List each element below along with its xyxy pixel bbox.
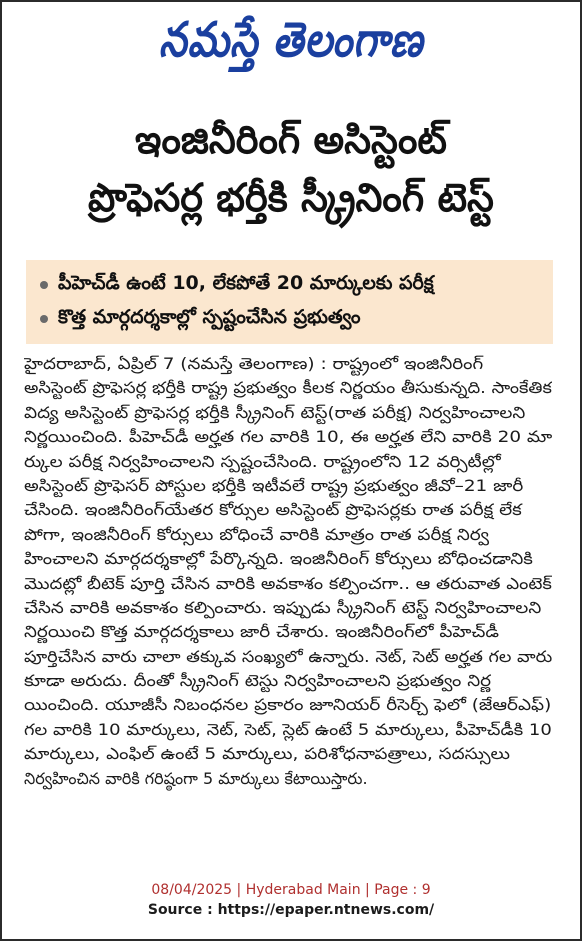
bullet-icon <box>40 281 48 289</box>
article-line <box>24 401 552 425</box>
article-line-text: యించింది. యూజీసీ నిబంధనల ప్రకారం జూనియర్ రీసెర్చ్ ఫెలో (జేఆర్‌ఎఫ్) <box>24 695 552 715</box>
article-body <box>24 352 552 791</box>
article-line <box>24 376 552 400</box>
article-line-text: చేసింది. ఇంజినీరింగ్‌యేతర కోర్సుల అసిస్టెంట్ ప్రొఫెసర్లకు రాత పరీక్ష లేక <box>24 500 522 520</box>
masthead <box>2 12 580 74</box>
article-line <box>24 596 552 620</box>
article-line-text: అసిస్టెంట్ ప్రొఫెసర్ పోస్టుల భర్తీకి ఇటీవలే రాష్ట్ర ప్రభుత్వం జీవో–21 జారీ <box>24 475 524 495</box>
article-line <box>24 450 552 474</box>
bullet-icon <box>40 315 48 323</box>
article-line-text: హైదరాబాద్, ఏప్రిల్ 7 (నమస్తే తెలంగాణ) : రాష్ట్రంలో ఇంజినీరింగ్ <box>24 354 484 373</box>
article-line <box>24 693 552 717</box>
article-line-text: కూడా అరుదు. దీంతో స్క్రీనింగ్ టెస్టు నిర్వహించాలని ప్రభుత్వం నిర్ణ <box>24 671 492 691</box>
source-label: Source : <box>147 902 218 918</box>
headline <box>16 112 566 228</box>
source-link[interactable]: https://epaper.ntnews.com/ <box>217 902 435 918</box>
article-line <box>24 572 552 596</box>
article-line-text: నిర్ణయించింది. పీహెచ్‌డీ అర్హత గల వారికి 10, ఈ అర్హత లేని వారికి 20 మా <box>24 427 552 447</box>
article-line-text: పూర్తిచేసిన వారు చాలా తక్కువ సంఖ్యలో ఉన్నారు. నెట్, సెట్ అర్హత గల వారు <box>24 646 552 666</box>
newspaper-logo: నమస్తే తెలంగాణ <box>158 12 424 68</box>
article-line <box>24 474 552 498</box>
article-line-text: గల వారికి 10 మార్కులు, నెట్, సెట్, స్లెట్ ఉంటే 5 మార్కులు, పీహెచ్‌డీకి 10 <box>24 719 552 739</box>
highlight-item <box>40 302 553 336</box>
article-line-text: చేసిన వారికి అవకాశం కల్పించారు. ఇప్పుడు స్క్రీనింగ్ టెస్ట్ నిర్వహించాలని <box>24 597 542 617</box>
article-line-text: విద్య అసిస్టెంట్ ప్రొఫెసర్ల భర్తీకి స్క్రీనింగ్ టెస్ట్(రాత పరీక్ష) నిర్వహించాలని <box>24 402 526 422</box>
article-line <box>24 669 552 693</box>
article-line <box>24 425 552 449</box>
article-line <box>24 352 552 376</box>
headline-line-2: ప్రొఫెసర్ల భర్తీకి స్క్రీనింగ్ టెస్ట్ <box>88 176 494 221</box>
article-line-text: ర్కుల పరీక్ష నిర్వహించాలని స్పష్టంచేసింది. రాష్ట్రంలోని 12 వర్సిటీల్లో <box>24 451 501 471</box>
headline-line-1: ఇంజినీరింగ్ అసిస్టెంట్ <box>135 118 447 163</box>
footer-dateline: 08/04/2025 | Hyderabad Main | Page : 9 <box>151 882 431 898</box>
footer-source <box>2 900 580 920</box>
article-line-text: మార్కులు, ఎంఫిల్ ఉంటే 5 మార్కులు, పరిశోధనాపత్రాలు, సదస్సులు <box>24 744 510 764</box>
article-line <box>24 645 552 669</box>
article-line <box>24 718 552 742</box>
article-line-text: అసిస్టెంట్ ప్రొఫెసర్ల భర్తీకి రాష్ట్ర ప్రభుత్వం కీలక నిర్ణయం తీసుకున్నది. సాంకేతిక <box>24 378 552 398</box>
article-line-text: హించాలని మార్గదర్శకాల్లో పేర్కొన్నది. ఇంజినీరింగ్ కోర్సులు బోధించడానికి <box>24 549 533 569</box>
highlight-text: కొత్త మార్గదర్శకాల్లో స్పష్టంచేసిన ప్రభుత్వం <box>58 305 361 328</box>
highlights-box <box>26 260 553 344</box>
article-line-text: నిర్ణయించి కొత్త మార్గదర్శకాలు జారీ చేశారు. ఇంజినీరింగ్‌లో పీహెచ్‌డీ <box>24 622 500 642</box>
article-line <box>24 523 552 547</box>
article-line <box>24 498 552 522</box>
clipping-footer <box>2 880 580 920</box>
article-line <box>24 547 552 571</box>
article-line <box>24 620 552 644</box>
highlight-text: పీహెచ్‌డీ ఉంటే 10, లేకపోతే 20 మార్కులకు పరీక్ష <box>58 271 434 294</box>
article-line-text: పోగా, ఇంజినీరింగ్ కోర్సులు బోధించే వారికి మాత్రం రాత పరీక్ష నిర్వ <box>24 524 490 544</box>
article-line <box>24 742 552 766</box>
article-line <box>24 767 552 791</box>
article-line-text: నిర్వహించిన వారికి గరిష్ఠంగా 5 మార్కులు కేటాయిస్తారు. <box>24 768 368 788</box>
highlight-item <box>40 268 553 302</box>
article-line-text: మొదట్లో బీటెక్ పూర్తి చేసిన వారికి అవకాశం కల్పించగా.. ఆ తరువాత ఎంటెక్ <box>24 573 552 593</box>
